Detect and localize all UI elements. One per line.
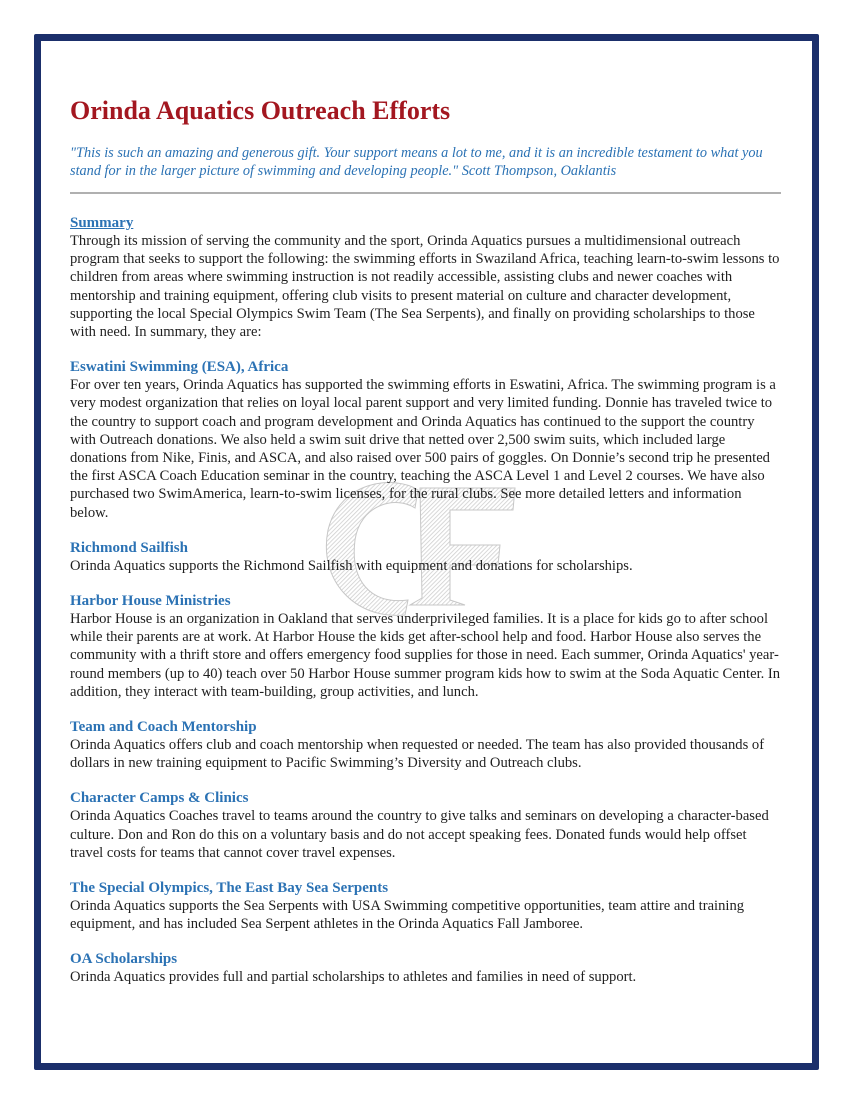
page-title: Orinda Aquatics Outreach Efforts bbox=[70, 96, 451, 125]
section-special-olympics bbox=[70, 879, 782, 933]
section-heading: Team and Coach Mentorship bbox=[70, 719, 257, 736]
section-body: For over ten years, Orinda Aquatics has supported the swimming efforts in Eswatini, Africa. The swimming program is a very modest organization that relies on loyal local parent support and very limited funding. Donnie has traveled twice to the country to support coach and program development and Orinda Aquatics has continued to the support the country with Outreach donations. We also held a swim suit drive that netted over 2,500 swim suits, which included large donations from Nike, Finis, and ASCA, and also raised over 500 pairs of goggles. On Donnie’s second trip he presented the first ASCA Coach Education seminar in the country, teaching the ASCA Level 1 and Level 2 courses. We have also purchased two SwimAmerica, learn-to-swim licenses, for the rural clubs. See more detailed letters and information below. bbox=[70, 377, 776, 521]
section-heading: Richmond Sailfish bbox=[70, 539, 188, 556]
section-mentorship bbox=[70, 718, 782, 772]
section-body: Orinda Aquatics supports the Richmond Sailfish with equipment and donations for scholarships. bbox=[70, 557, 633, 574]
section-body: Orinda Aquatics provides full and partial scholarships to athletes and families in need of support. bbox=[70, 969, 637, 986]
section-heading-summary[interactable]: Summary bbox=[70, 215, 134, 231]
document-content bbox=[70, 96, 782, 987]
section-summary bbox=[70, 214, 782, 341]
section-body: Orinda Aquatics offers club and coach mentorship when requested or needed. The team has also provided thousands of dollars in new training equipment to Pacific Swimming’s Diversity and Outreach clubs. bbox=[70, 737, 765, 772]
section-body: Harbor House is an organization in Oakland that serves underprivileged families. It is a place for kids go to after school while their parents are at work. At Harbor House the kids get after-school help and food. Harbor House also serves the community with a thrift store and offers emergency food supplies for those in need. Each summer, Orinda Aquatics' year-round members (up to 40) teach over 50 Harbor House summer program kids how to swim at the Soda Aquatic Center. In addition, they interact with team-building, group activities, and lunch. bbox=[70, 611, 781, 700]
section-body: Through its mission of serving the community and the sport, Orinda Aquatics pursues a multidimensional outreach program that seeks to support the following: the swimming efforts in Swaziland Africa, teaching learn-to-swim lessons to children from areas where swimming instruction is not readily accessible, assisting clubs and newer coaches with mentorship and training equipment, offering club visits to present material on culture and character development, supporting the local Special Olympics Swim Team (The Sea Serpents), and finally on providing scholarships to those with need. In summary, they are: bbox=[70, 233, 780, 341]
section-harbor-house bbox=[70, 592, 782, 701]
section-scholarships bbox=[70, 950, 782, 986]
divider bbox=[70, 192, 781, 194]
section-heading: OA Scholarships bbox=[70, 951, 178, 968]
section-heading: Harbor House Ministries bbox=[70, 593, 231, 610]
section-heading: Character Camps & Clinics bbox=[70, 790, 249, 807]
section-heading: The Special Olympics, The East Bay Sea Serpents bbox=[70, 880, 389, 897]
section-body: Orinda Aquatics Coaches travel to teams around the country to give talks and seminars on developing a character-based culture. Don and Ron do this on a voluntary basis and do not accept speaking fees. Donated funds would help offset travel costs for teams that cannot cover travel expenses. bbox=[70, 808, 769, 861]
section-character-camps bbox=[70, 789, 782, 862]
section-richmond-sailfish bbox=[70, 539, 782, 575]
testimonial-quote: "This is such an amazing and generous gift. Your support means a lot to me, and it is an incredible testament to what you stand for in the larger picture of swimming and developing people." Scott Thompson, Oaklantis bbox=[70, 145, 763, 179]
section-body: Orinda Aquatics supports the Sea Serpents with USA Swimming competitive opportunities, team attire and training equipment, and has included Sea Serpent athletes in the Orinda Aquatics Fall Jamboree. bbox=[70, 898, 745, 933]
section-eswatini bbox=[70, 358, 782, 522]
section-heading: Eswatini Swimming (ESA), Africa bbox=[70, 359, 289, 376]
